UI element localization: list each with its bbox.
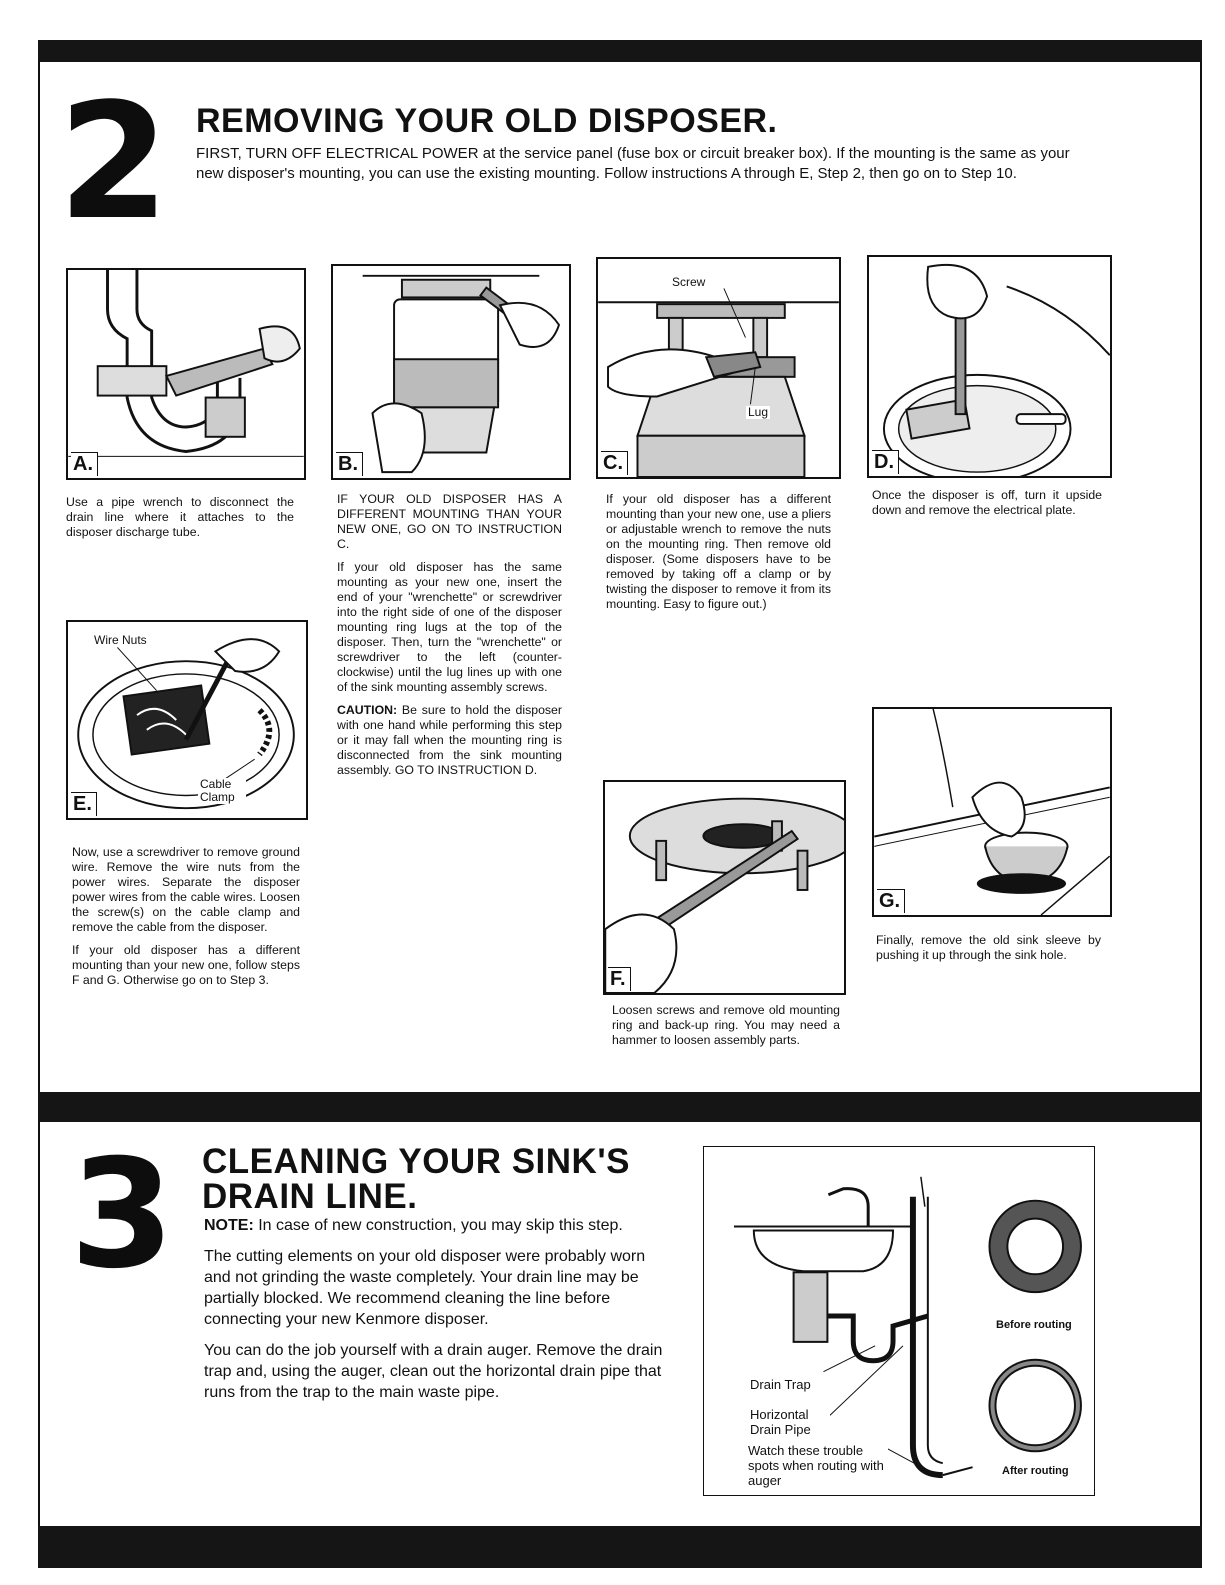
panel-e-illustration — [66, 620, 308, 820]
panel-d-illustration — [867, 255, 1112, 478]
panel-b-caution — [337, 703, 562, 778]
panel-d-caption-text: Once the disposer is off, turn it upside down and remove the electrical plate. — [872, 488, 1102, 517]
label-after-routing: After routing — [1002, 1465, 1069, 1477]
panel-g-caption-text: Finally, remove the old sink sleeve by pushing it up through the sink hole. — [876, 933, 1101, 962]
panel-c-illustration — [596, 257, 841, 479]
panel-f-caption — [612, 1003, 840, 1056]
panel-g-caption — [876, 933, 1101, 971]
panel-a-illustration — [66, 268, 306, 480]
callout-screw: Screw — [672, 275, 706, 289]
drain-line-diagram — [703, 1146, 1095, 1496]
top-band — [38, 40, 1202, 62]
panel-d-label: D. — [872, 450, 899, 474]
panel-f-caption-text: Loosen screws and remove old mounting ring and back-up ring. You may need a hammer to loosen assembly parts. — [612, 1003, 840, 1047]
step2-intro: FIRST, TURN OFF ELECTRICAL POWER at the service panel (fuse box or circuit breaker box). If the mounting is the same as your new disposer's mounting, you can use the existing mounting. Follow instructions A through E, Step 2, then go on to Step 10. — [196, 145, 1070, 182]
panel-b-caption — [337, 492, 562, 786]
label-drain-trap: Drain Trap — [750, 1377, 811, 1392]
label-trouble-spots: Watch these trouble spots when routing with auger — [748, 1443, 888, 1488]
panel-b-illustration — [331, 264, 571, 480]
panel-c-label: C. — [601, 451, 628, 475]
panel-g-illustration — [872, 707, 1112, 917]
step3-text — [204, 1215, 674, 1413]
callout-wire-nuts: Wire Nuts — [94, 633, 147, 647]
panel-d-caption — [872, 488, 1102, 526]
label-before-routing: Before routing — [996, 1319, 1072, 1331]
panel-c-caption — [606, 492, 831, 620]
panel-a-caption — [66, 495, 294, 548]
step2-title: REMOVING YOUR OLD DISPOSER. — [196, 102, 778, 140]
panel-b-label: B. — [336, 452, 363, 476]
caution-label: CAUTION: — [337, 703, 398, 717]
label-horizontal-drain-pipe: Horizontal Drain Pipe — [750, 1407, 830, 1437]
panel-b-caption-body: If your old disposer has the same mounting as your new one, insert the end of your "wrenchette" or screwdriver into the right side of one of the disposer mounting ring lugs at the top of the disposer. Then, turn the "wrenchette" or screwdriver to the left (counter-clockwise) until the lug lines up with one of the sink mounting assembly screws. — [337, 560, 562, 694]
step3-paragraph-1: The cutting elements on your old disposer were probably worn and not grinding the waste completely. Your drain line may be partially blocked. We recommend cleaning the line before connecting your new Kenmore disposer. — [204, 1248, 646, 1328]
panel-e-caption-followup: If your old disposer has a different mounting than your new one, follow steps F and G. Otherwise go on to Step 3. — [72, 943, 300, 987]
panel-c-caption-text: If your old disposer has a different mounting than your new one, use a pliers or adjustable wrench to remove the nuts on the mounting ring. Then remove old disposer. (Some disposers have to be removed by taking off a clamp or by twisting the disposer to remove it from its mounting. Easy to figure out.) — [606, 492, 831, 611]
panel-b-caption-heading: IF YOUR OLD DISPOSER HAS A DIFFERENT MOUNTING THAN YOUR NEW ONE, GO ON TO INSTRUCTION C. — [337, 492, 562, 551]
callout-cable-clamp: Cable Clamp — [198, 778, 246, 804]
panel-f-illustration — [603, 780, 846, 995]
step3-paragraph-2: You can do the job yourself with a drain auger. Remove the drain trap and, using the auger, clean out the horizontal drain pipe that runs from the trap to the main waste pipe. — [204, 1342, 663, 1401]
middle-band — [38, 1092, 1202, 1122]
panel-a-label: A. — [71, 452, 98, 476]
note-text: In case of new construction, you may skip this step. — [253, 1217, 623, 1234]
panel-f-label: F. — [608, 967, 631, 991]
caution-text: Be sure to hold the disposer with one hand while performing this step or it may fall when the mounting ring is disconnected from the sink mounting assembly. GO TO INSTRUCTION D. — [337, 703, 562, 777]
step3-title-line2: DRAIN LINE. — [202, 1177, 418, 1216]
panel-e-caption-body: Now, use a screwdriver to remove ground wire. Remove the wire nuts from the power wires. Separate the disposer power wires from the cable wires. Loosen the screw(s) on the cable clamp and remove the cable from the disposer. — [72, 845, 300, 934]
note-label: NOTE: — [204, 1217, 254, 1234]
panel-e-label: E. — [71, 792, 97, 816]
step-number-2: 2 — [58, 68, 170, 255]
step3-note — [204, 1215, 674, 1236]
step3-title-line1: CLEANING YOUR SINK'S — [202, 1142, 631, 1181]
panel-e-caption — [72, 845, 300, 996]
bottom-band — [38, 1526, 1202, 1568]
callout-lug: Lug — [748, 405, 769, 419]
panel-a-caption-text: Use a pipe wrench to disconnect the drain line where it attaches to the disposer discharge tube. — [66, 495, 294, 539]
panel-g-label: G. — [877, 889, 905, 913]
step-number-3: 3 — [70, 1128, 175, 1302]
